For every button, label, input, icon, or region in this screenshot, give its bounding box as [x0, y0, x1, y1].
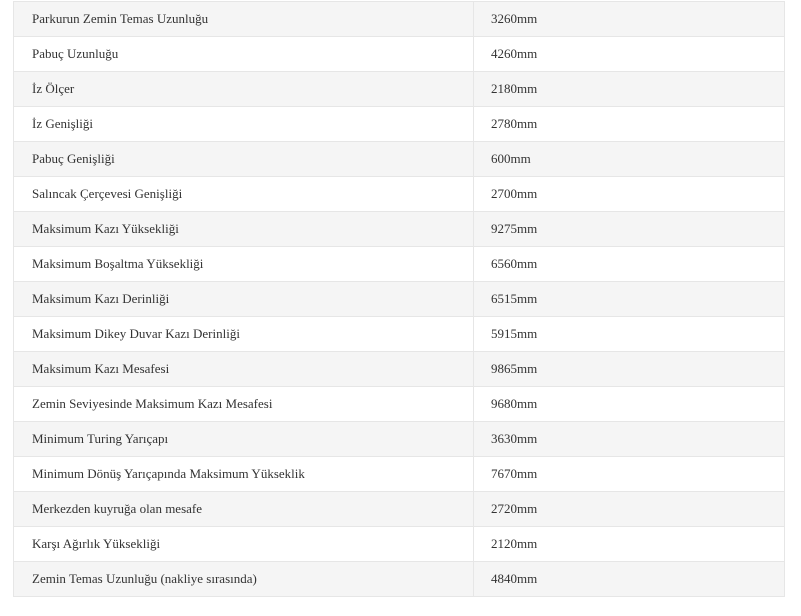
table-row	[14, 422, 785, 457]
spec-value: 2120mm	[474, 527, 785, 562]
spec-label: Maksimum Kazı Yüksekliği	[14, 212, 474, 247]
spec-label: Maksimum Kazı Mesafesi	[14, 352, 474, 387]
spec-value: 6560mm	[474, 247, 785, 282]
spec-label: Parkurun Zemin Temas Uzunluğu	[14, 2, 474, 37]
table-row	[14, 282, 785, 317]
spec-value: 9680mm	[474, 387, 785, 422]
specifications-table	[13, 1, 785, 597]
spec-value: 2720mm	[474, 492, 785, 527]
spec-value: 3260mm	[474, 2, 785, 37]
spec-label: Zemin Seviyesinde Maksimum Kazı Mesafesi	[14, 387, 474, 422]
spec-label: Minimum Turing Yarıçapı	[14, 422, 474, 457]
table-row	[14, 72, 785, 107]
table-row	[14, 2, 785, 37]
spec-value: 3630mm	[474, 422, 785, 457]
spec-value: 2780mm	[474, 107, 785, 142]
spec-label: Minimum Dönüş Yarıçapında Maksimum Yükseklik	[14, 457, 474, 492]
spec-value: 4260mm	[474, 37, 785, 72]
table-row	[14, 562, 785, 597]
spec-label: Karşı Ağırlık Yüksekliği	[14, 527, 474, 562]
spec-value: 2180mm	[474, 72, 785, 107]
spec-value: 600mm	[474, 142, 785, 177]
table-row	[14, 457, 785, 492]
table-row	[14, 177, 785, 212]
table-row	[14, 142, 785, 177]
spec-label: Zemin Temas Uzunluğu (nakliye sırasında)	[14, 562, 474, 597]
spec-value: 9275mm	[474, 212, 785, 247]
spec-label: Pabuç Genişliği	[14, 142, 474, 177]
table-row	[14, 212, 785, 247]
spec-label: İz Ölçer	[14, 72, 474, 107]
table-row	[14, 527, 785, 562]
spec-value: 9865mm	[474, 352, 785, 387]
spec-label: Merkezden kuyruğa olan mesafe	[14, 492, 474, 527]
table-row	[14, 247, 785, 282]
spec-label: Maksimum Dikey Duvar Kazı Derinliği	[14, 317, 474, 352]
spec-value: 6515mm	[474, 282, 785, 317]
table-row	[14, 492, 785, 527]
spec-value: 2700mm	[474, 177, 785, 212]
spec-label: Maksimum Boşaltma Yüksekliği	[14, 247, 474, 282]
spec-value: 5915mm	[474, 317, 785, 352]
table-row	[14, 352, 785, 387]
spec-label: Maksimum Kazı Derinliği	[14, 282, 474, 317]
table-row	[14, 387, 785, 422]
spec-value: 4840mm	[474, 562, 785, 597]
spec-value: 7670mm	[474, 457, 785, 492]
spec-label: Pabuç Uzunluğu	[14, 37, 474, 72]
table-row	[14, 317, 785, 352]
table-row	[14, 37, 785, 72]
table-row	[14, 107, 785, 142]
spec-label: Salıncak Çerçevesi Genişliği	[14, 177, 474, 212]
spec-label: İz Genişliği	[14, 107, 474, 142]
